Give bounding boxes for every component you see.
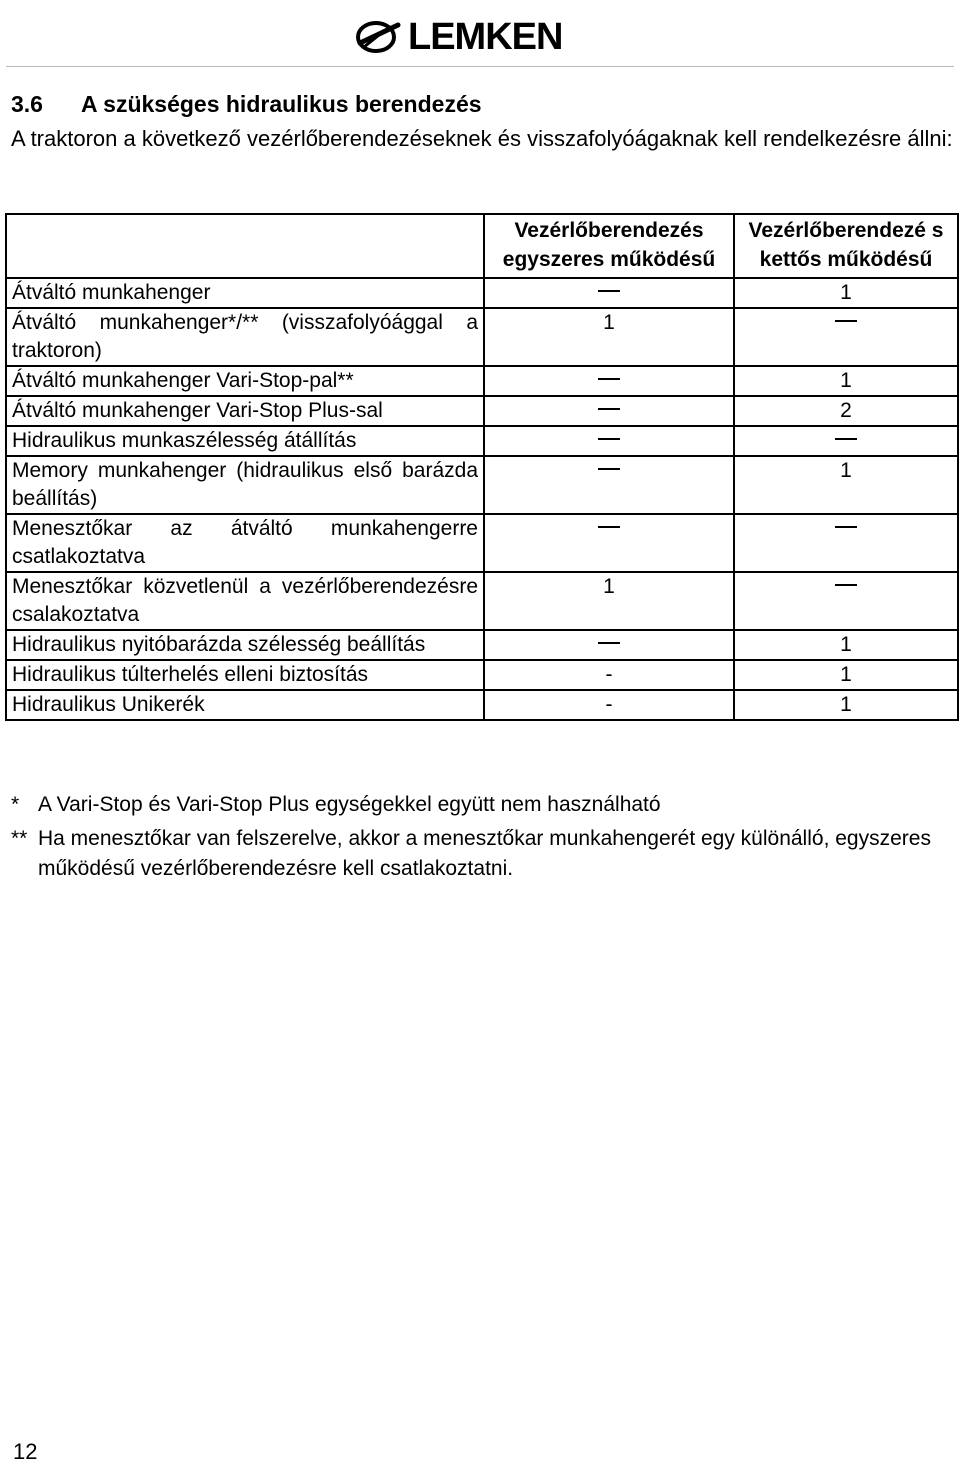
row-label: Átváltó munkahenger Vari-Stop Plus-sal (6, 396, 484, 426)
not-applicable-dash (835, 584, 857, 586)
not-applicable-dash (598, 526, 620, 528)
header-double-acting: Vezérlőberendezé s kettős működésű (734, 214, 958, 278)
not-applicable-dash (598, 642, 620, 644)
not-applicable-dash (598, 290, 620, 292)
cell-value: 1 (840, 693, 852, 716)
not-applicable-dash (598, 438, 620, 440)
footnote-text: Ha menesztőkar van felszerelve, akkor a menesztőkar munkahengerét egy különálló, egyszeres működésű vezérlőberendezésre kell csatlakoztatni. (38, 827, 931, 880)
not-applicable-dash (835, 438, 857, 440)
cell-value: - (605, 663, 613, 686)
not-applicable-dash (835, 320, 857, 322)
double-acting-value (734, 278, 958, 308)
cell-value: 1 (840, 663, 852, 686)
row-label: Hidraulikus túlterhelés elleni biztosítás (6, 660, 484, 690)
not-applicable-dash (598, 468, 620, 470)
double-acting-value (734, 690, 958, 720)
table-row (6, 630, 958, 660)
header-empty-cell (6, 214, 484, 278)
table-row (6, 366, 958, 396)
table-row (6, 456, 958, 514)
row-label: Memory munkahenger (hidraulikus első barázda beállítás) (6, 456, 484, 514)
lemken-logo-icon (354, 17, 404, 57)
header-divider (6, 66, 954, 67)
table-row (6, 572, 958, 630)
footnote-mark: * (11, 793, 20, 816)
footnote (11, 824, 955, 884)
single-acting-value (484, 456, 734, 514)
double-acting-value (734, 308, 958, 366)
footnotes (11, 790, 955, 888)
double-acting-value (734, 456, 958, 514)
cell-value: 1 (840, 633, 852, 656)
single-acting-value (484, 690, 734, 720)
single-acting-value (484, 660, 734, 690)
single-acting-value (484, 366, 734, 396)
row-label: Átváltó munkahenger*/** (visszafolyóággal a traktoron) (6, 308, 484, 366)
double-acting-value (734, 630, 958, 660)
logo-wordmark: LEMKEN (408, 16, 563, 58)
single-acting-value (484, 514, 734, 572)
table-row (6, 396, 958, 426)
not-applicable-dash (598, 378, 620, 380)
single-acting-value (484, 278, 734, 308)
hydraulic-requirements-table (5, 213, 959, 721)
row-label: Átváltó munkahenger Vari-Stop-pal** (6, 366, 484, 396)
table-row (6, 426, 958, 456)
table-row (6, 660, 958, 690)
cell-value: 1 (840, 281, 852, 304)
double-acting-value (734, 514, 958, 572)
cell-value: 2 (840, 399, 852, 422)
footnote-mark: ** (11, 827, 28, 850)
row-label: Hidraulikus Unikerék (6, 690, 484, 720)
footnote (11, 790, 955, 820)
header-single-acting: Vezérlőberendezés egyszeres működésű (484, 214, 734, 278)
section-title: A szükséges hidraulikus berendezés (81, 91, 482, 117)
single-acting-value (484, 396, 734, 426)
section-number: 3.6 (11, 91, 43, 117)
table-header-row (6, 214, 958, 278)
row-label: Hidraulikus munkaszélesség átállítás (6, 426, 484, 456)
intro-paragraph: A traktoron a következő vezérlőberendezéseknek és visszafolyóágaknak kell rendelkezésre állni: (11, 126, 953, 151)
section-heading (11, 89, 482, 119)
double-acting-value (734, 660, 958, 690)
single-acting-value (484, 308, 734, 366)
double-acting-value (734, 366, 958, 396)
row-label: Menesztőkar közvetlenül a vezérlőberendezésre csalakoztatva (6, 572, 484, 630)
cell-value: 1 (840, 459, 852, 482)
single-acting-value (484, 572, 734, 630)
table-row (6, 308, 958, 366)
page-number: 12 (13, 1439, 38, 1464)
cell-value: - (605, 693, 613, 716)
table-row (6, 690, 958, 720)
row-label: Menesztőkar az átváltó munkahengerre csatlakoztatva (6, 514, 484, 572)
double-acting-value (734, 426, 958, 456)
cell-value: 1 (840, 369, 852, 392)
not-applicable-dash (835, 526, 857, 528)
table-row (6, 278, 958, 308)
cell-value: 1 (603, 575, 615, 598)
double-acting-value (734, 572, 958, 630)
single-acting-value (484, 426, 734, 456)
table-row (6, 514, 958, 572)
not-applicable-dash (598, 408, 620, 410)
lemken-logo (354, 14, 562, 60)
row-label: Hidraulikus nyitóbarázda szélesség beállítás (6, 630, 484, 660)
single-acting-value (484, 630, 734, 660)
double-acting-value (734, 396, 958, 426)
footnote-text: A Vari-Stop és Vari-Stop Plus egységekkel együtt nem használható (38, 793, 661, 816)
row-label: Átváltó munkahenger (6, 278, 484, 308)
cell-value: 1 (603, 311, 615, 334)
